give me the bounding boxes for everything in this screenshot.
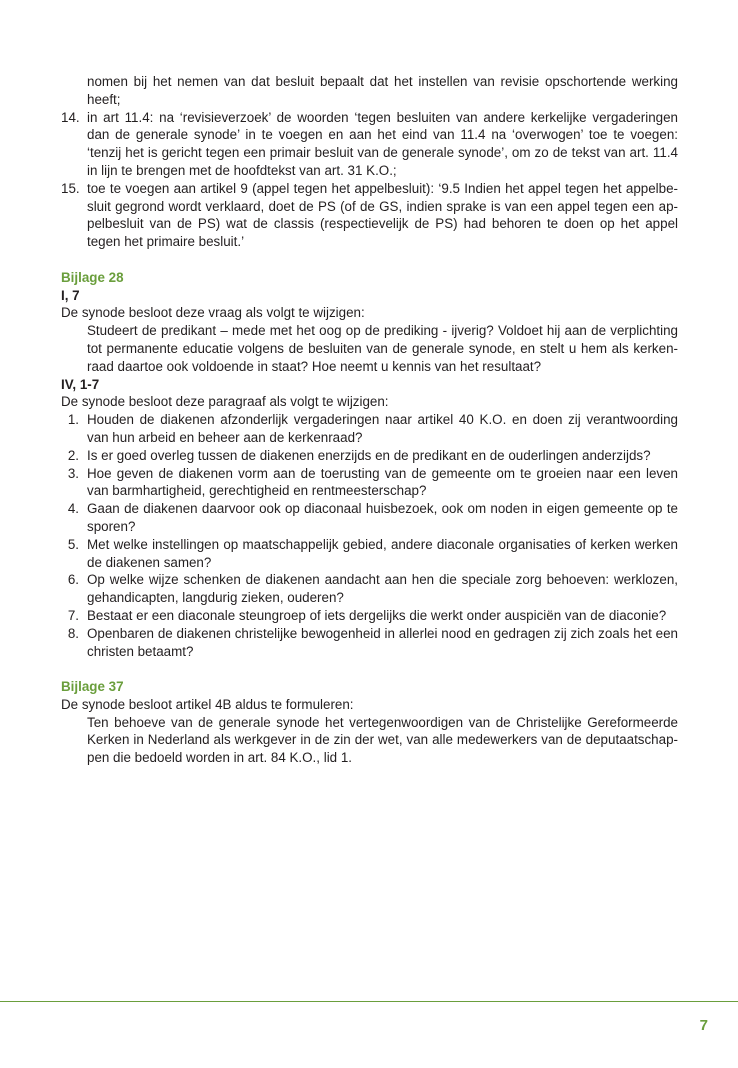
item-number: 7. bbox=[67, 607, 79, 623]
item-number: 14. bbox=[61, 109, 80, 125]
bijlage-37-quote: Ten behoeve van de generale synode het vertegenwoordigen van de Christelijke Gereformeerde Kerken in Nederland als werkgever in de zin der wet, van alle medewerkers van de deputaatschappen die bedoeld worden in art. 84 K.O., lid 1. bbox=[87, 714, 678, 766]
item-number: 15. bbox=[61, 180, 80, 196]
item-number: 1. bbox=[67, 412, 79, 428]
item-text: in art 11.4: na ‘revisieverzoek’ de woorden ‘tegen besluiten van andere kerkelijke vergaderingen dan de generale synode’ in te voegen en aan het eind van 11.4 na ‘overwogen’ toe te voegen: ‘tenzij het is gericht tegen een primair besluit van de generale synode’, om zo de tekst van art. 11.4 in lijn te brengen met de hoofdtekst van art. 31 K.O.; bbox=[87, 109, 678, 178]
list-item bbox=[61, 607, 678, 625]
list-item bbox=[61, 411, 678, 447]
item-number: 5. bbox=[67, 536, 79, 552]
item-text: Op welke wijze schenken de diakenen aandacht aan hen die speciale zorg behoeven: werklozen, gehandicapten, langdurig zieken, ouderen? bbox=[87, 572, 678, 606]
item-text: Houden de diakenen afzonderlijk vergaderingen naar artikel 40 K.O. en doen zij verantwoording van hun arbeid en beheer aan de kerkenraad? bbox=[87, 412, 678, 445]
list-item bbox=[61, 500, 678, 536]
item-text: toe te voegen aan artikel 9 (appel tegen het appelbesluit): ‘9.5 Indien het appel tegen het appelbesluit gegrond wordt verklaard, doet de PS (of de GS, indien sprake is van een appel tegen een appelbesluit van de PS) wat de classis (respectievelijk de PS) had behoren te doen op het appel tegen het primaire besluit.’ bbox=[87, 180, 678, 250]
item-number: 6. bbox=[67, 572, 79, 588]
item-text: Hoe geven de diakenen vorm aan de toerusting van de gemeente om te groeien naar een leven van barmhartigheid, gerechtigheid en rentmeesterschap? bbox=[87, 465, 678, 499]
list-item bbox=[61, 536, 678, 572]
item-number: 2. bbox=[67, 447, 79, 463]
list-item bbox=[61, 625, 678, 661]
item-text: Is er goed overleg tussen de diakenen enerzijds en de predikant en de ouderlingen anderzijds? bbox=[87, 447, 651, 463]
section-i-7-quote: Studeert de predikant – mede met het oog op de prediking - ijverig? Voldoet hij aan de verplichting tot permanente educatie volgens de besluiten van de generale synode, en stelt u hem als kerkenraad daartoe ook voldoende in staat? Hoe neemt u kennis van het resultaat? bbox=[87, 323, 678, 374]
item-text: Gaan de diakenen daarvoor ook op diaconaal huisbezoek, ook om noden in eigen gemeente op te sporen? bbox=[87, 501, 678, 534]
item-number: 4. bbox=[67, 501, 79, 517]
bijlage-37-intro: De synode besloot artikel 4B aldus te formuleren: bbox=[61, 696, 354, 712]
item-text: Bestaat er een diaconale steungroep of iets dergelijks die werkt onder auspiciën van de diaconie? bbox=[87, 607, 667, 623]
section-i-7-intro: De synode besloot deze vraag als volgt te wijzigen: bbox=[61, 305, 365, 321]
item-number: 3. bbox=[67, 465, 79, 481]
list-item-14 bbox=[61, 109, 678, 180]
page-content bbox=[61, 73, 678, 767]
list-item-15 bbox=[61, 180, 678, 251]
bijlage-37-heading: Bijlage 37 bbox=[61, 679, 124, 695]
section-i-7-heading: I, 7 bbox=[61, 287, 80, 303]
page-number: 7 bbox=[699, 1017, 708, 1034]
continuation-paragraph: nomen bij het nemen van dat besluit bepaalt dat het instellen van revisie opschortende werking heeft; bbox=[87, 74, 678, 107]
item-number: 8. bbox=[67, 625, 79, 641]
footer-divider bbox=[0, 1001, 738, 1002]
item-text: Met welke instellingen op maatschappelijk gebied, andere diaconale organisaties of kerken werken de diakenen samen? bbox=[87, 536, 678, 570]
list-item bbox=[61, 465, 678, 501]
item-text: Openbaren de diakenen christelijke bewogenheid in allerlei nood en gedragen zij zich zoals het een christen betaamt? bbox=[87, 625, 678, 659]
bijlage-28-heading: Bijlage 28 bbox=[61, 269, 124, 285]
list-item bbox=[61, 447, 678, 465]
section-iv-1-7-intro: De synode besloot deze paragraaf als volgt te wijzigen: bbox=[61, 394, 389, 410]
list-item bbox=[61, 571, 678, 607]
section-iv-1-7-heading: IV, 1-7 bbox=[61, 376, 100, 392]
